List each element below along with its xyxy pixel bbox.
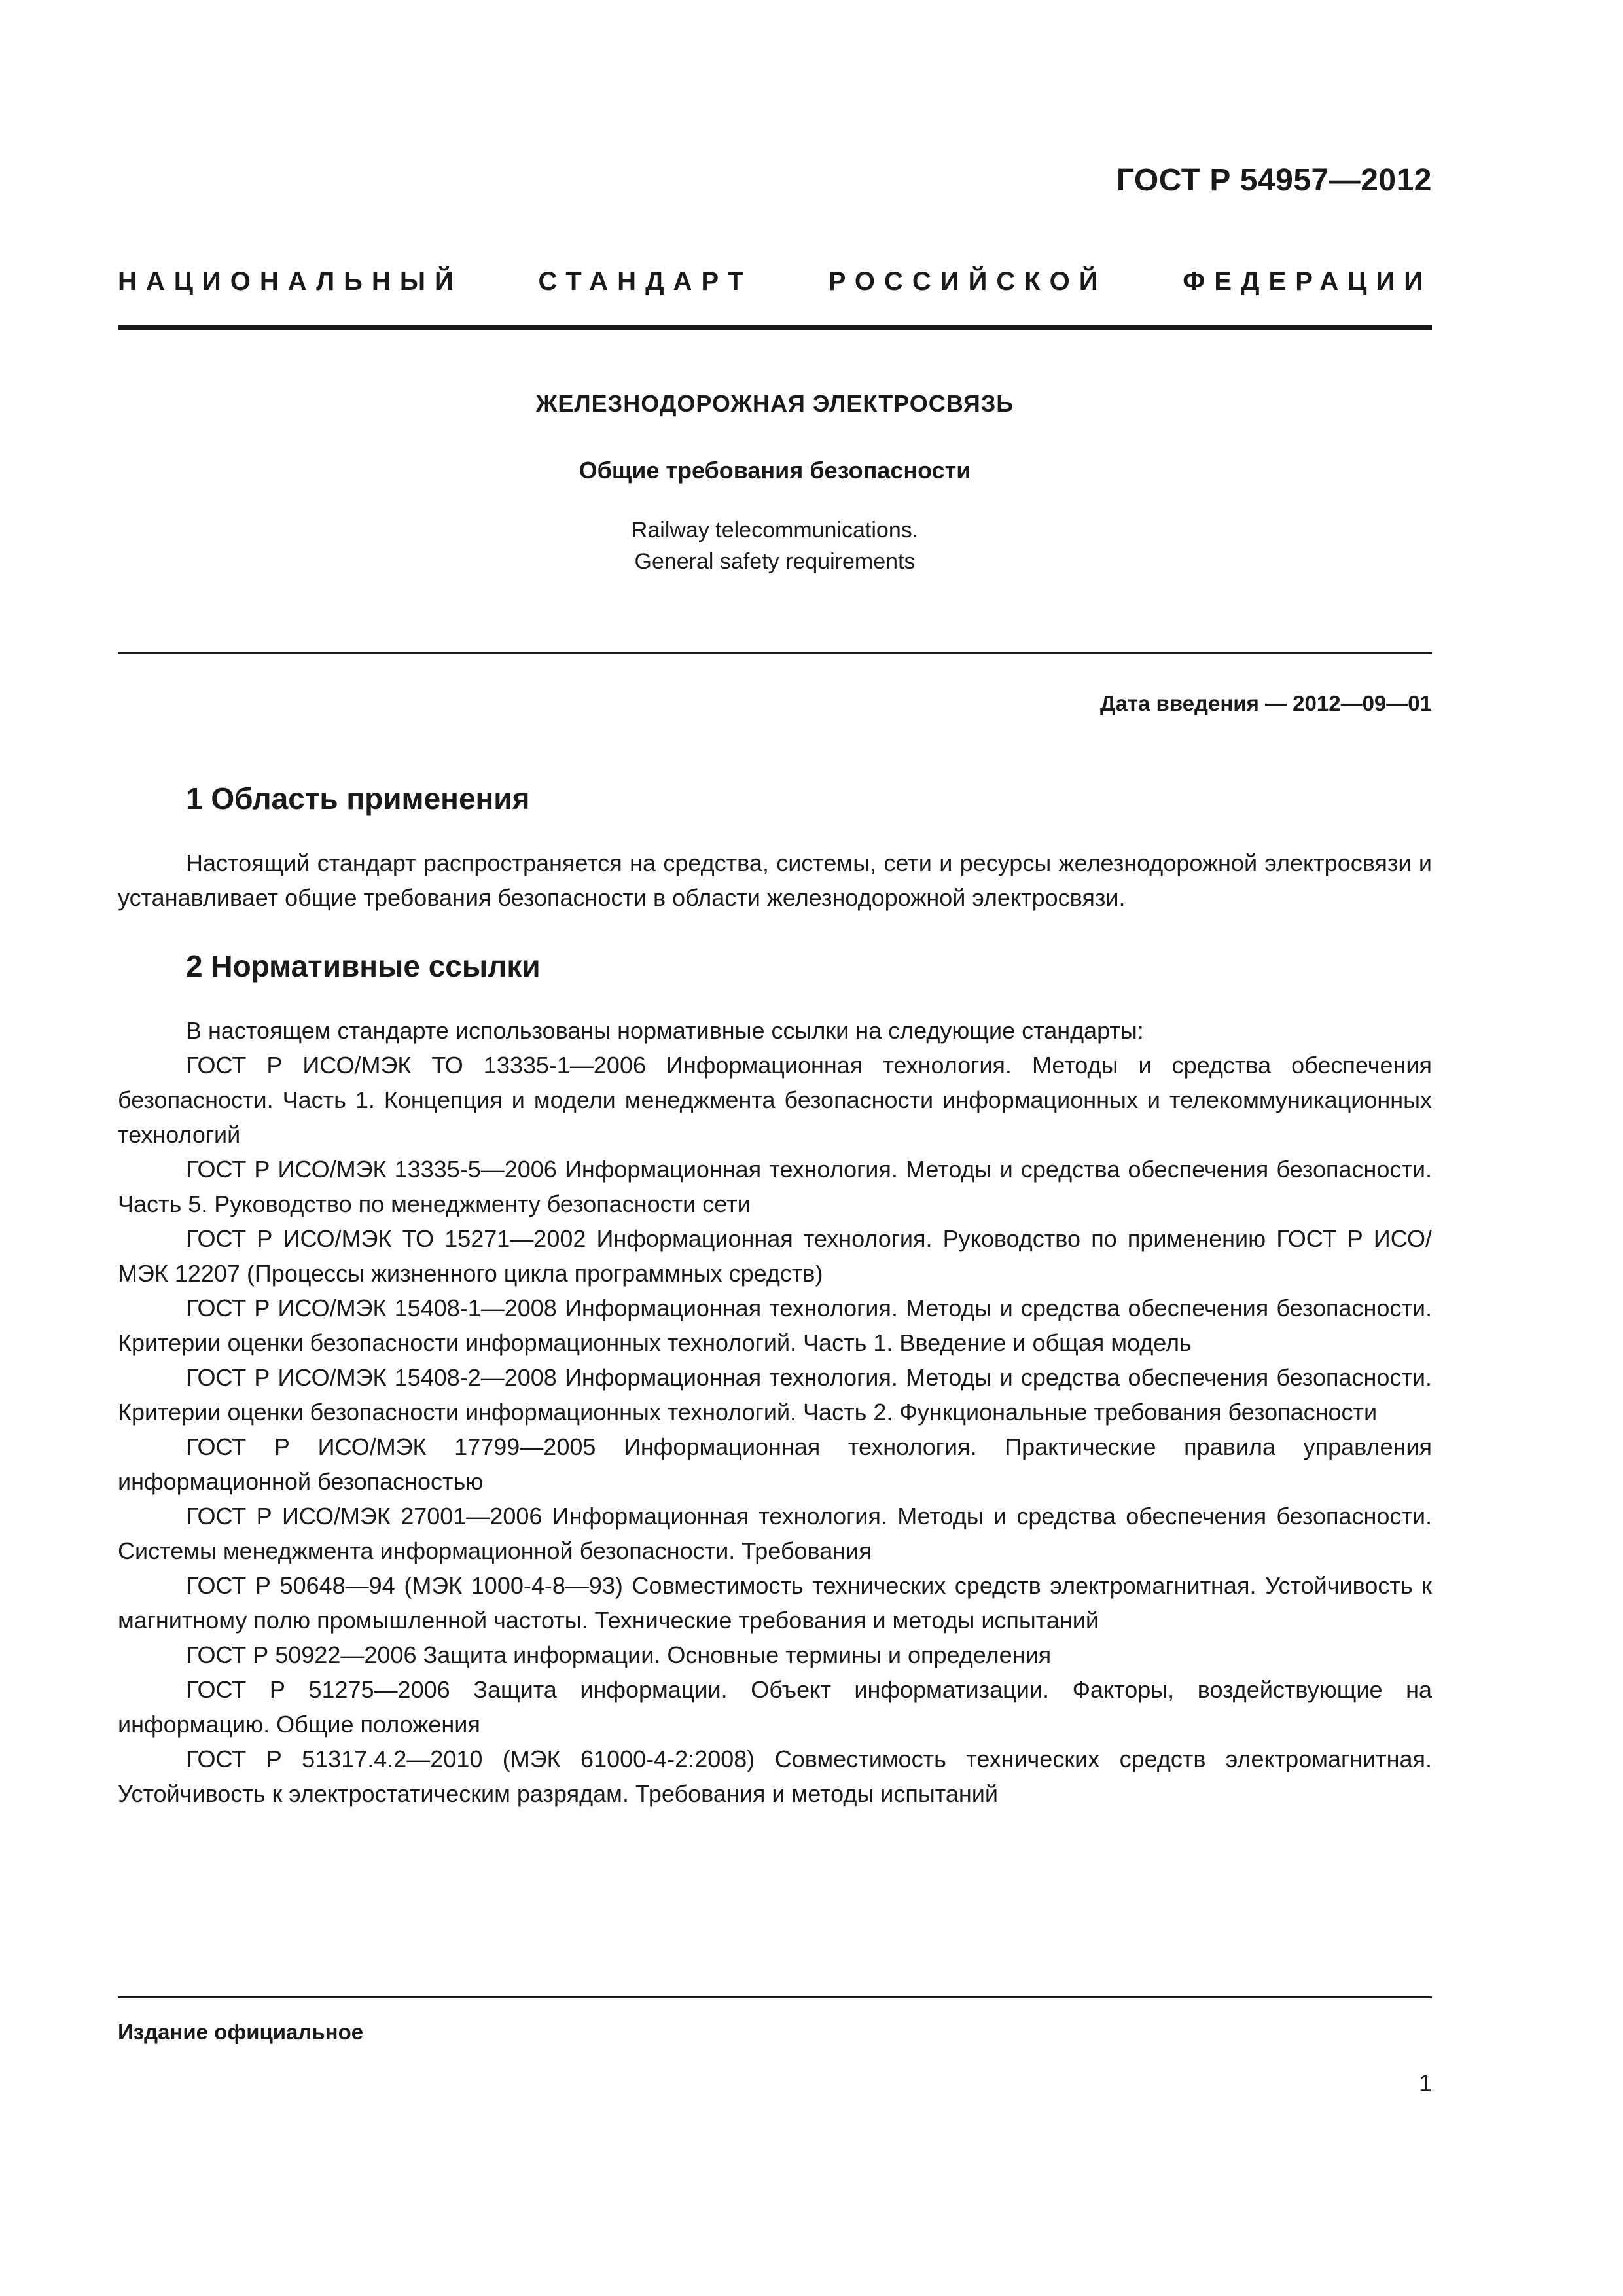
document-body [118, 779, 1432, 1811]
reference-item: ГОСТ Р ИСО/МЭК ТО 13335-1—2006 Информационная технология. Методы и средства обеспечения безопасности. Часть 1. Концепция и модели менеджмента безопасности информационных и телекоммуникационных технологий [118, 1052, 1432, 1148]
banner-word: НАЦИОНАЛЬНЫЙ [118, 267, 463, 296]
footer-divider [118, 1996, 1432, 1998]
reference-item: ГОСТ Р ИСО/МЭК 13335-5—2006 Информационная технология. Методы и средства обеспечения безопасности. Часть 5. Руководство по менеджменту безопасности сети [118, 1156, 1432, 1217]
banner-word: РОССИЙСКОЙ [828, 267, 1107, 296]
reference-item: ГОСТ Р ИСО/МЭК 15408-2—2008 Информационная технология. Методы и средства обеспечения безопасности. Критерии оценки безопасности информационных технологий. Часть 2. Функциональные требования безопасности [118, 1364, 1432, 1426]
document-code: ГОСТ Р 54957—2012 [1116, 163, 1432, 198]
scope-paragraph: Настоящий стандарт распространяется на средства, системы, сети и ресурсы железнодорожной электросвязи и устанавливает общие требования безопасности в области железнодорожной электросвязи. [118, 850, 1432, 911]
reference-item: ГОСТ Р 51275—2006 Защита информации. Объект информатизации. Факторы, воздействующие на информацию. Общие положения [118, 1676, 1432, 1738]
reference-item: ГОСТ Р ИСО/МЭК 27001—2006 Информационная технология. Методы и средства обеспечения безопасности. Системы менеджмента информационной безопасности. Требования [118, 1503, 1432, 1564]
reference-item: ГОСТ Р 50648—94 (МЭК 1000-4-8—93) Совместимость технических средств электромагнитная. Устойчивость к магнитному полю промышленной частоты. Технические требования и методы испытаний [118, 1572, 1432, 1634]
reference-item: ГОСТ Р ИСО/МЭК ТО 15271—2002 Информационная технология. Руководство по применению ГОСТ Р ИСО/МЭК 12207 (Процессы жизненного цикла программных средств) [118, 1225, 1432, 1287]
section-heading-scope: 1 Область применения [186, 781, 530, 816]
banner-word: СТАНДАРТ [538, 267, 753, 296]
banner-word: ФЕДЕРАЦИИ [1183, 267, 1432, 296]
edition-label: Издание официальное [118, 2020, 364, 2044]
title-divider [118, 652, 1432, 654]
english-title [118, 514, 1432, 577]
reference-item: ГОСТ Р ИСО/МЭК 17799—2005 Информационная технология. Практические правила управления информационной безопасностью [118, 1433, 1432, 1495]
english-title-line: General safety requirements [634, 549, 916, 574]
page-number: 1 [1418, 2070, 1432, 2096]
document-title: ЖЕЛЕЗНОДОРОЖНАЯ ЭЛЕКТРОСВЯЗЬ [535, 390, 1014, 417]
reference-list [118, 1013, 1432, 1811]
national-standard-banner [118, 267, 1432, 296]
title-block [118, 390, 1432, 577]
reference-item: ГОСТ Р 50922—2006 Защита информации. Основные термины и определения [186, 1641, 1052, 1668]
reference-item: ГОСТ Р 51317.4.2—2010 (МЭК 61000-4-2:2008) Совместимость технических средств электромагнитная. Устойчивость к электростатическим разрядам. Требования и методы испытаний [118, 1746, 1432, 1807]
reference-item: ГОСТ Р ИСО/МЭК 15408-1—2008 Информационная технология. Методы и средства обеспечения безопасности. Критерии оценки безопасности информационных технологий. Часть 1. Введение и общая модель [118, 1295, 1432, 1356]
english-title-line: Railway telecommunications. [631, 518, 919, 543]
section-heading-references: 2 Нормативные ссылки [186, 949, 541, 983]
header-divider [118, 325, 1432, 330]
introduction-date: Дата введения — 2012—09—01 [1100, 691, 1432, 715]
references-intro: В настоящем стандарте использованы нормативные ссылки на следующие стандарты: [186, 1017, 1144, 1044]
document-subtitle: Общие требования безопасности [579, 457, 971, 484]
